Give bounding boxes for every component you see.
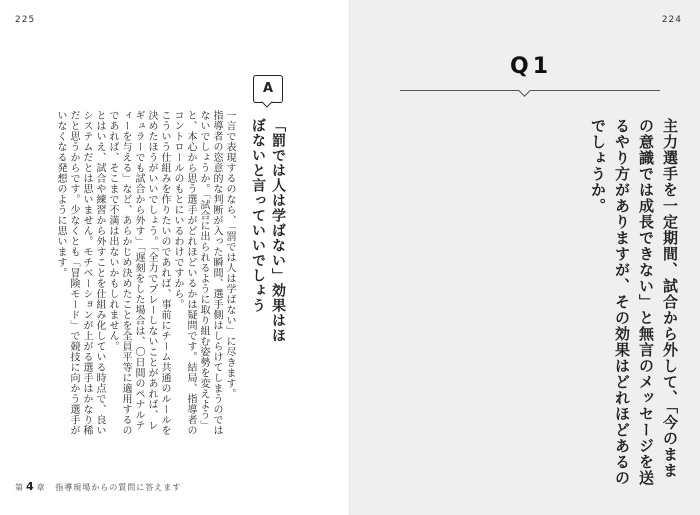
body-paragraph: 指導者の恣意的な判断が入った瞬間、選手側はしらけてしまうのではないでしょうか。「試合に出られるように取り組む姿勢を変えよう」と、本心から思う選手がどれほどいるかは疑問です。結局、指導者のコントロールのもとにいるわけですから。 [172, 110, 222, 436]
chapter-prefix: 第 [15, 483, 24, 492]
page-number-left: 225 [15, 15, 36, 25]
answer-title: 「罰では人は学ばない」効果はほぼないと言っていいでしょう [250, 118, 286, 343]
book-spine [349, 0, 351, 515]
answer-body [52, 110, 236, 440]
question-label: Q1 [510, 54, 553, 79]
chapter-title: 指導現場からの質問に答えます [55, 483, 182, 492]
page-number-right: 224 [661, 15, 682, 25]
question-divider-notch [518, 84, 531, 97]
chapter-number: 4 [26, 480, 35, 493]
answer-marker: A [253, 75, 283, 103]
chapter-suffix: 章 [36, 483, 46, 492]
body-paragraph: 一言で表現するのなら、「罰では人は学ばない」に尽きます。 [224, 110, 235, 399]
body-paragraph: こういう仕組みを作りたいのであれば、事前にチーム共通のルールを決めたほうがいいでしょう。「全力でプレーしないことがあれば、レギュラーでも試合から外す」「遅刻をした場合は、〇日間のペナルティーを与える」など、あらかじめ決めたことを全員平等に適用するのであれば、そこまで不満は出ないかもしれません。 [107, 110, 170, 436]
right-page [350, 0, 700, 515]
question-text: 主力選手を一定期間、試合から外して、「今のままの意識では成長できない」と無言のメッセージを送るやり方がありますが、その効果はどれほどあるのでしょうか。 [589, 118, 679, 486]
running-footer [15, 480, 181, 493]
body-paragraph: とはいえ、試合や練習から外すことを仕組み化している時点で、良いシステムだとは思いません。モチベーションが上がる選手はかなり稀だと思うからです。少なくとも「冒険モード」で競技に向かう選手がいなくなる発想のように思います。 [55, 110, 105, 436]
